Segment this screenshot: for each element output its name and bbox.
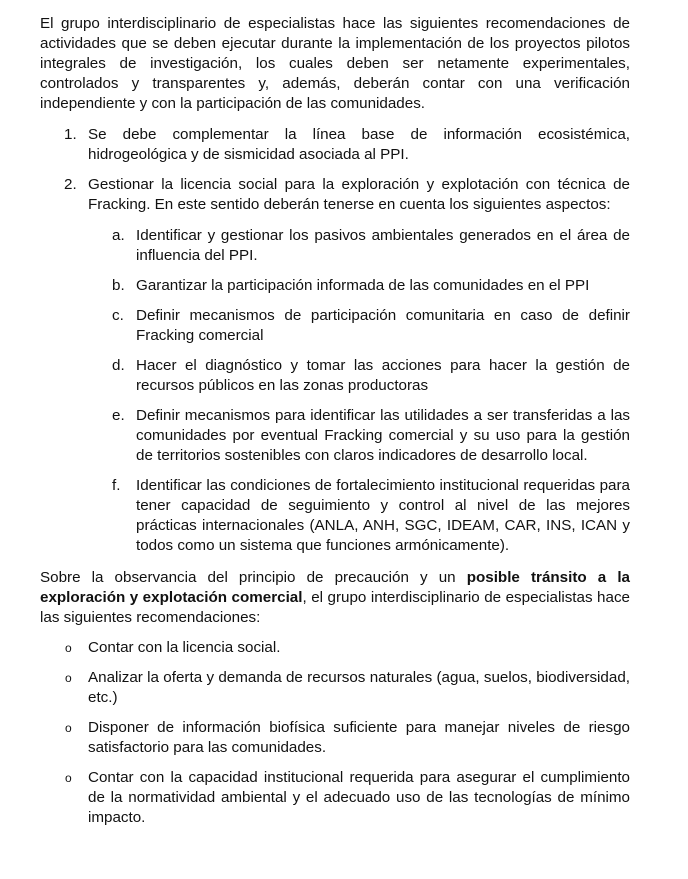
paragraph-text: , el grupo interdisciplinario de especialistas hace las siguientes recomendaciones: [40, 589, 630, 626]
sub-list-item [88, 406, 630, 466]
numbered-item [40, 125, 630, 165]
bullet-icon: o [65, 671, 72, 685]
list-marker: d. [112, 357, 125, 374]
bullet-list [40, 638, 630, 828]
sub-list [88, 226, 630, 556]
list-item-text: Contar con la licencia social. [88, 639, 281, 656]
list-marker: c. [112, 307, 124, 324]
list-item-text: Garantizar la participación informada de las comunidades en el PPI [136, 277, 590, 294]
list-item-text: Definir mecanismos para identificar las utilidades a ser transferidas a las comunidades por eventual Fracking comercial y su uso para la gestión de territorios sostenibles con claros indicadores de desarrollo local. [136, 407, 630, 464]
sub-list-item [88, 276, 630, 296]
recommendations-paragraph [40, 568, 630, 628]
list-marker: b. [112, 277, 125, 294]
sub-list-item [88, 356, 630, 396]
list-marker: 2. [64, 176, 77, 193]
list-item-text: Identificar y gestionar los pasivos ambientales generados en el área de influencia del PPI. [136, 227, 630, 264]
bullet-icon: o [65, 641, 72, 655]
list-marker: a. [112, 227, 125, 244]
bullet-icon: o [65, 771, 72, 785]
list-item-text: Analizar la oferta y demanda de recursos naturales (agua, suelos, biodiversidad, etc.) [88, 669, 630, 706]
list-item-text: Definir mecanismos de participación comunitaria en caso de definir Fracking comercial [136, 307, 630, 344]
bold-emphasis: posible tránsito a la exploración y explotación comercial [40, 569, 630, 606]
paragraph-text: Sobre la observancia del principio de precaución y un [40, 569, 467, 586]
sub-list-item [88, 476, 630, 556]
bullet-item [40, 768, 630, 828]
bullet-item [40, 638, 630, 658]
list-item-text: Identificar las condiciones de fortalecimiento institucional requeridas para tener capacidad de seguimiento y control al nivel de las mejores prácticas internacionales (ANLA, ANH, SGC, IDEAM, CAR, INS, ICAN y todos como un sistema que funciones armónicamente). [136, 477, 630, 554]
document-page [40, 14, 630, 838]
bullet-item [40, 668, 630, 708]
list-item-text: Contar con la capacidad institucional requerida para asegurar el cumplimiento de la normatividad ambiental y el adecuado uso de las tecnologías de mínimo impacto. [88, 769, 630, 826]
list-marker: 1. [64, 126, 77, 143]
intro-paragraph: El grupo interdisciplinario de especialistas hace las siguientes recomendaciones de actividades que se deben ejecutar durante la implementación de los proyectos pilotos integrales de investigación, los cuales deben ser netamente experimentales, controlados y transparentes y, además, deberán contar con una verificación independiente y con la participación de las comunidades. [40, 15, 630, 112]
sub-list-item [88, 226, 630, 266]
numbered-list [40, 125, 630, 556]
list-item-text: Gestionar la licencia social para la exploración y explotación con técnica de Fracking. En este sentido deberán tenerse en cuenta los siguientes aspectos: [88, 176, 630, 213]
numbered-item [40, 175, 630, 556]
list-item-text: Se debe complementar la línea base de información ecosistémica, hidrogeológica y de sismicidad asociada al PPI. [88, 126, 630, 163]
list-marker: e. [112, 407, 125, 424]
bullet-item [40, 718, 630, 758]
sub-list-item [88, 306, 630, 346]
list-item-text: Hacer el diagnóstico y tomar las acciones para hacer la gestión de recursos públicos en las zonas productoras [136, 357, 630, 394]
bullet-icon: o [65, 721, 72, 735]
list-marker: f. [112, 477, 121, 494]
list-item-text: Disponer de información biofísica suficiente para manejar niveles de riesgo satisfactorio para las comunidades. [88, 719, 630, 756]
